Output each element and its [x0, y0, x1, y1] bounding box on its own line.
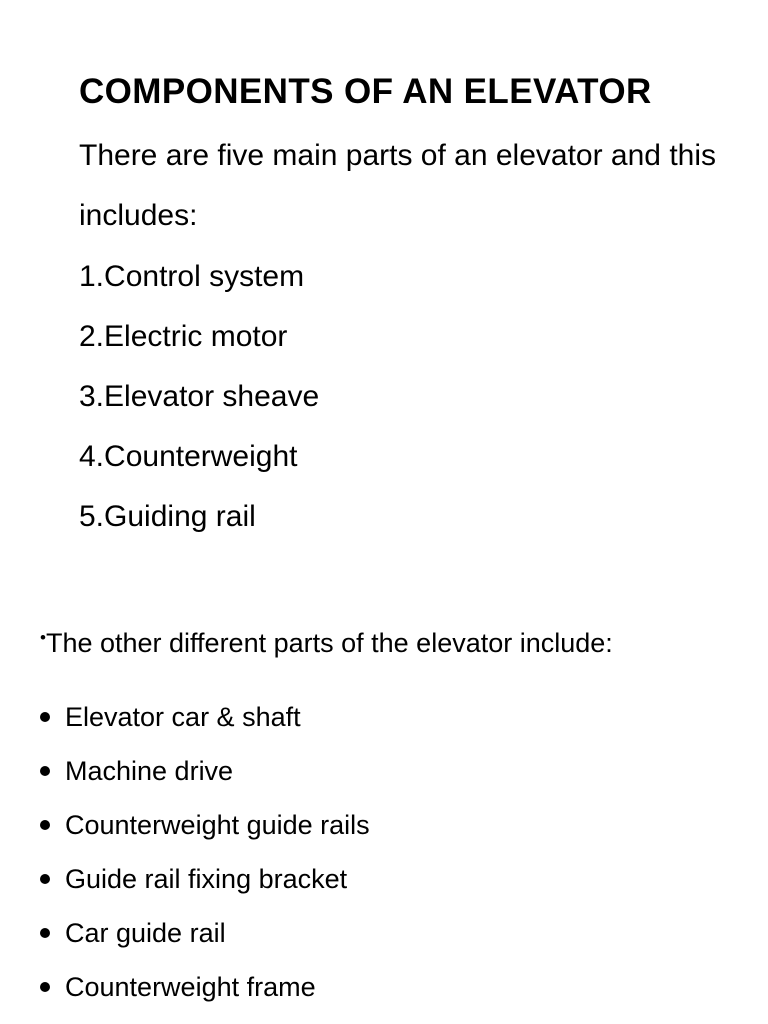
bullet-icon — [40, 928, 50, 938]
intro-paragraph: There are five main parts of an elevator and this includes: — [79, 139, 717, 232]
list-number: 5. — [79, 500, 105, 533]
list-label: Counterweight frame — [65, 972, 316, 1002]
list-label: Guiding rail — [104, 500, 256, 533]
list-label: Elevator sheave — [104, 380, 320, 413]
bullet-icon — [40, 712, 50, 722]
list-number: 1. — [79, 260, 105, 293]
bullet-icon — [40, 874, 50, 884]
list-label: Elevator car & shaft — [65, 702, 301, 732]
list-label: Car guide rail — [65, 918, 226, 948]
list-item — [40, 960, 370, 1014]
list-label: Electric motor — [104, 320, 288, 353]
list-label: Counterweight guide rails — [65, 810, 370, 840]
list-label: Guide rail fixing bracket — [65, 864, 348, 894]
list-label: Counterweight — [104, 440, 298, 473]
bullet-icon — [40, 766, 50, 776]
list-item — [79, 432, 319, 492]
list-item — [79, 312, 319, 372]
bullet-icon — [40, 820, 50, 830]
list-item — [40, 744, 370, 798]
bullet-icon — [40, 982, 50, 992]
list-label: Machine drive — [65, 756, 234, 786]
list-item — [40, 852, 370, 906]
page-title: COMPONENTS OF AN ELEVATOR — [79, 72, 652, 111]
list-number: 3. — [79, 380, 105, 413]
main-parts-list — [79, 252, 319, 552]
list-item — [40, 798, 370, 852]
list-item — [40, 906, 370, 960]
list-number: 2. — [79, 320, 105, 353]
list-item — [79, 372, 319, 432]
other-parts-heading — [40, 628, 613, 659]
list-label: Control system — [104, 260, 305, 293]
bullet-icon: • — [40, 628, 46, 647]
list-item — [79, 252, 319, 312]
other-parts-heading-text: The other different parts of the elevator include: — [45, 628, 613, 658]
list-number: 4. — [79, 440, 105, 473]
list-item — [40, 690, 370, 744]
other-parts-list — [40, 690, 370, 1014]
list-item — [79, 492, 319, 552]
